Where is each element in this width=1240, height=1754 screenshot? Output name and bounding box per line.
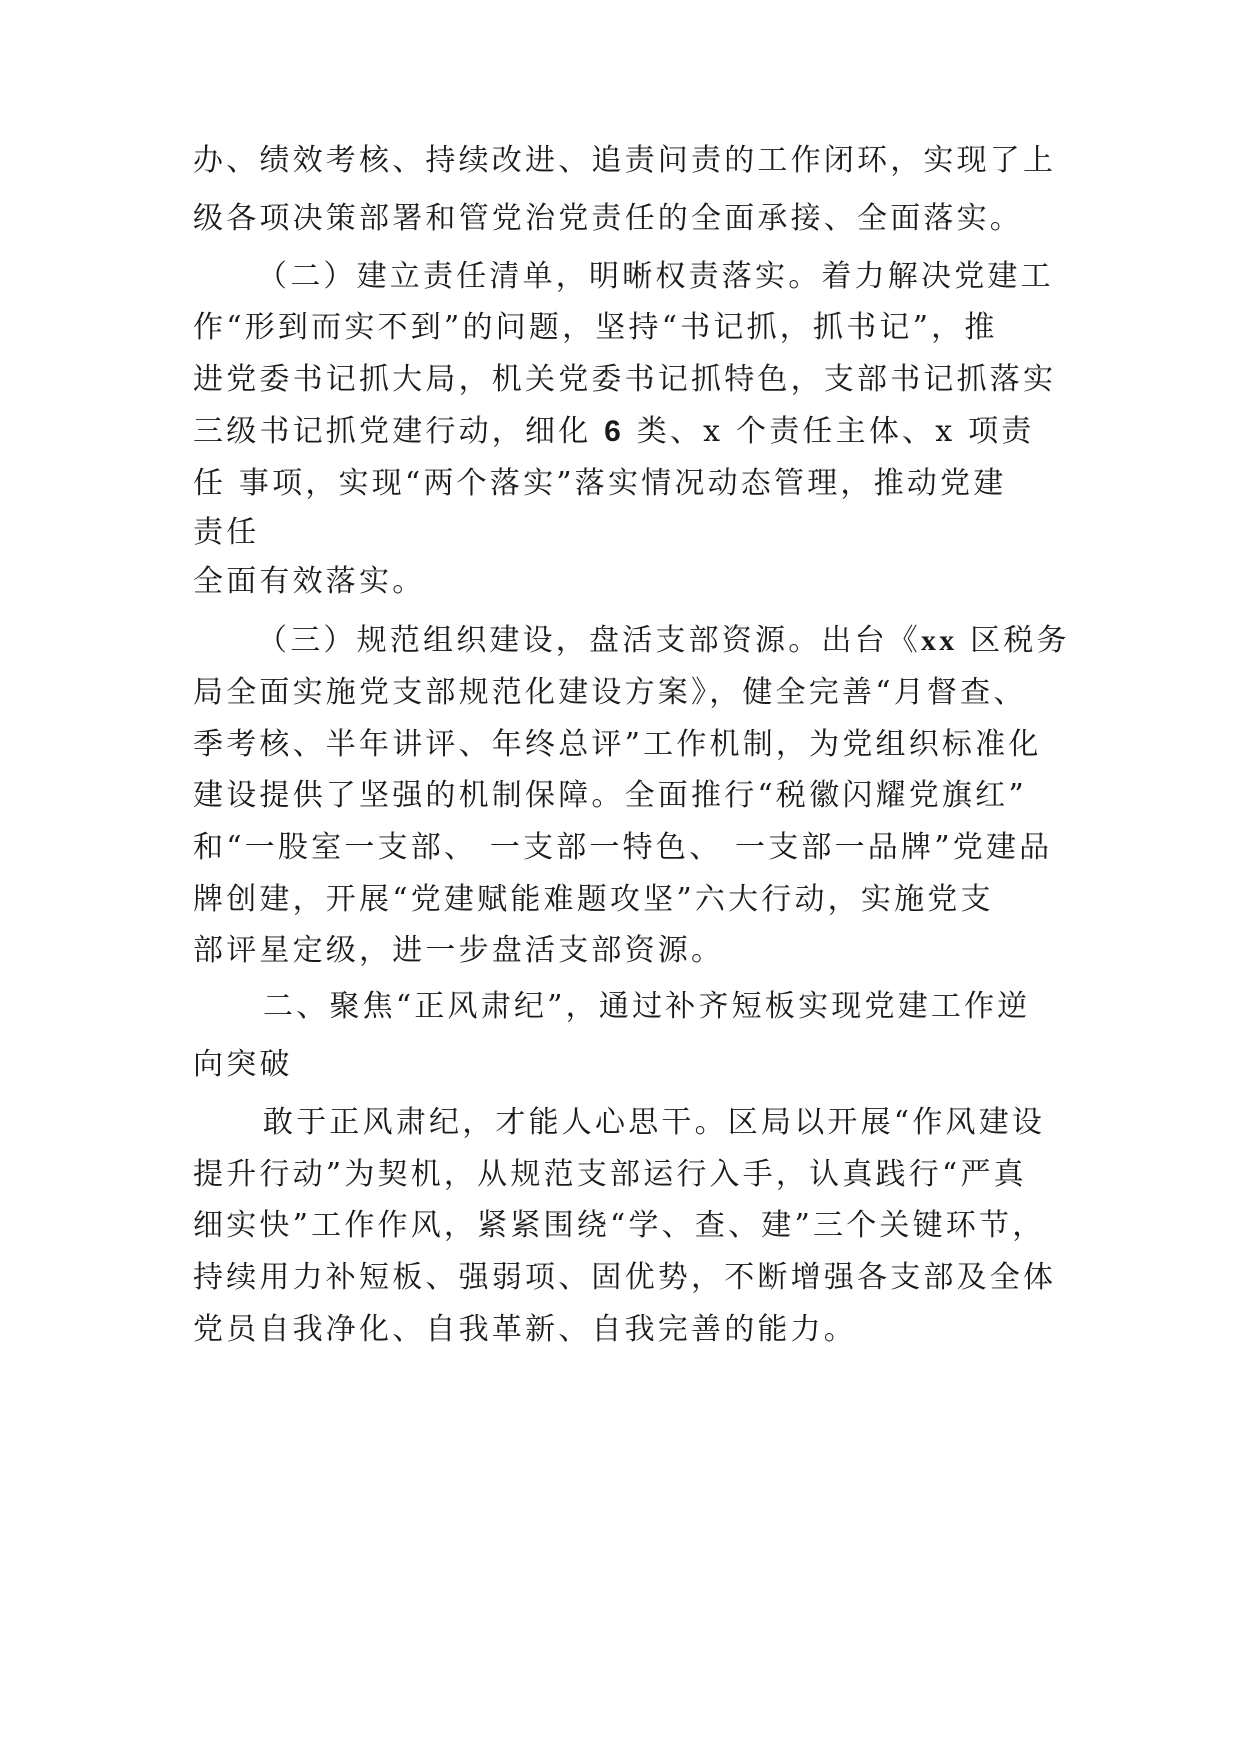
paragraph-line: 提升行动”为契机，从规范支部运行入手，认真践行“严真 xyxy=(193,1157,1027,1192)
paragraph-line: 季考核、半年讲评、年终总评”工作机制，为党组织标准化 xyxy=(193,727,1042,762)
paragraph-line: （二）建立责任清单，明晰权责落实。着力解决党建工 xyxy=(257,259,1054,294)
text-run: （三）规范组织建设，盘活支部资源。出台《 xyxy=(257,623,921,658)
section-heading-line: 二、聚焦“正风肃纪”，通过补齐短板实现党建工作逆 xyxy=(263,989,1031,1024)
paragraph-line: 局全面实施党支部规范化建设方案》，健全完善“月督查、 xyxy=(193,675,1027,710)
paragraph-line: 敢于正风肃纪，才能人心思干。区局以开展“作风建设 xyxy=(263,1105,1046,1140)
paragraph-line: 进党委书记抓大局，机关党委书记抓特色，支部书记抓落实 xyxy=(193,362,1057,397)
paragraph-line xyxy=(257,621,1137,661)
section-heading-line: 向突破 xyxy=(193,1047,293,1082)
paragraph-line: 和“一股室一支部、 一支部一特色、 一支部一品牌”党建品 xyxy=(193,830,1053,865)
paragraph-line: 细实快”工作作风，紧紧围绕“学、查、建”三个关键环节， xyxy=(193,1208,1046,1243)
paragraph-line: 持续用力补短板、强弱项、固优势，不断增强各支部及全体 xyxy=(193,1260,1057,1295)
paragraph-line: 部评星定级，进一步盘活支部资源。 xyxy=(193,933,725,968)
paragraph-line: 责任 xyxy=(193,515,260,550)
paragraph-line: 作“形到而实不到”的问题，坚持“书记抓，抓书记”，推 xyxy=(193,310,998,345)
paragraph-line: 牌创建，开展“党建赋能难题攻坚”六大行动，实施党支 xyxy=(193,882,994,917)
text-run: 类、x 个责任主体、x 项责 xyxy=(624,414,1035,449)
text-run: 区税务 xyxy=(957,623,1070,658)
paragraph-line xyxy=(193,412,1073,452)
text-run: 三级书记抓党建行动，细化 xyxy=(193,414,605,449)
placeholder-run: xx xyxy=(921,624,958,657)
paragraph-line: 级各项决策部署和管党治党责任的全面承接、全面落实。 xyxy=(193,201,1023,236)
number-run: 6 xyxy=(604,415,625,448)
paragraph-line: 任 事项，实现“两个落实”落实情况动态管理，推动党建 xyxy=(193,466,1007,501)
paragraph-line: 党员自我净化、自我革新、自我完善的能力。 xyxy=(193,1312,857,1347)
paragraph-line: 建设提供了坚强的机制保障。全面推行“税徽闪耀党旗红” xyxy=(193,778,1027,813)
paragraph-line: 全面有效落实。 xyxy=(193,564,426,599)
paragraph-line: 办、绩效考核、持续改进、追责问责的工作闭环，实现了上 xyxy=(193,143,1057,178)
